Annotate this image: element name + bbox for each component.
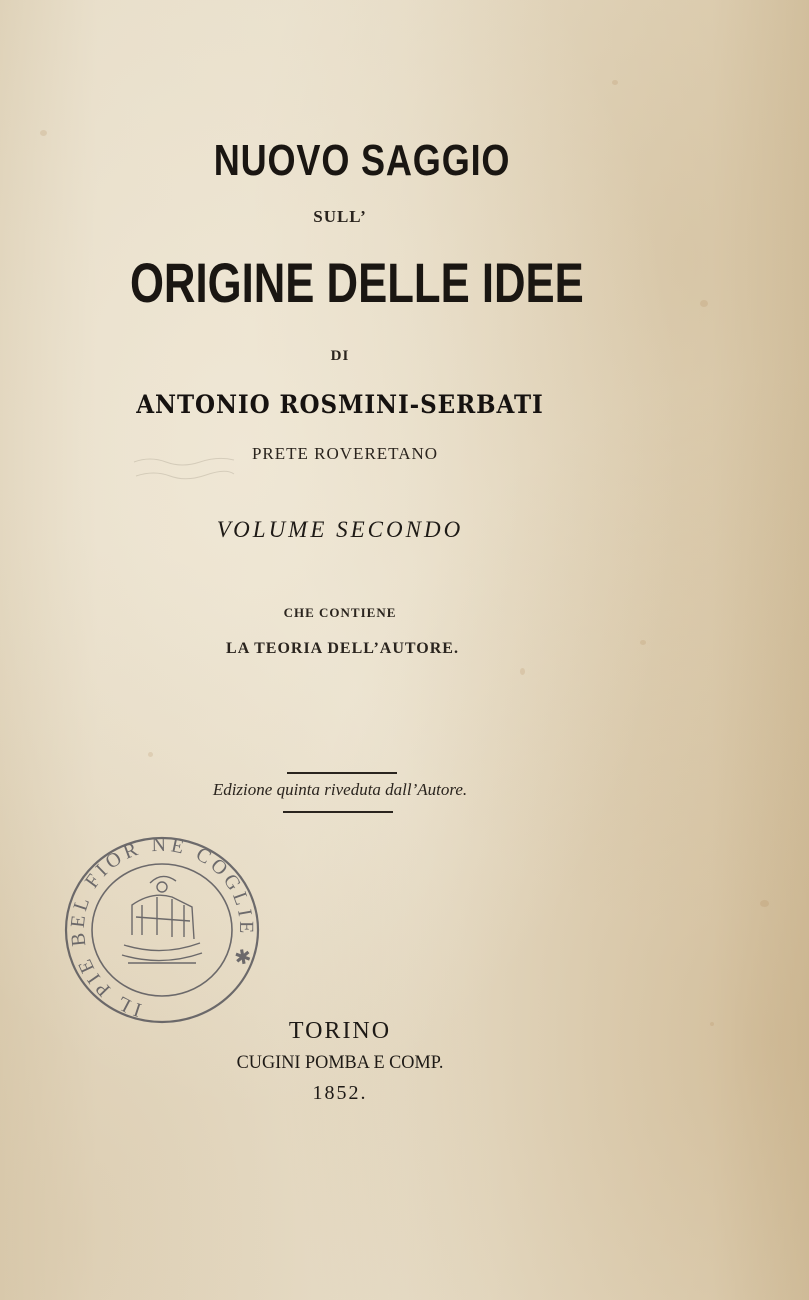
contents-intro: CHE CONTIENE [283,605,397,620]
author-name: ANTONIO ROSMINI-SERBATI [136,390,544,419]
by-line: DI [330,348,350,364]
contents-description: LA TEORIA DELL’AUTORE. [226,640,459,657]
volume-label: VOLUME SECONDO [216,517,464,542]
foxing-spot [40,130,47,136]
title-line-1: NUOVO SAGGIO [213,136,511,185]
foxing-spot [710,1022,714,1026]
imprint-year: 1852. [312,1082,368,1104]
foxing-spot [760,900,769,907]
foxing-spot [700,300,708,307]
svg-text:IL PIE BEL FIOR NE COGLIE ✱: IL PIE BEL FIOR NE COGLIE ✱ [66,835,258,1021]
foxing-spot [640,640,646,645]
faint-pencil-note [130,450,240,486]
edition-note: Edizione quinta riveduta dall’Autore. [212,780,468,799]
title-connector: SULL’ [313,207,367,226]
title-line-2: ORIGINE DELLE IDEE [129,251,584,314]
imprint-publisher: CUGINI POMBA E COMP. [236,1052,444,1073]
author-description: PRETE ROVERETANO [251,444,439,463]
foxing-spot [520,668,525,675]
imprint-place: TORINO [288,1018,392,1044]
rule-upper [287,772,397,774]
library-stamp [62,835,262,1030]
rule-lower [283,811,393,813]
foxing-spot [148,752,153,757]
foxing-spot [612,80,618,85]
